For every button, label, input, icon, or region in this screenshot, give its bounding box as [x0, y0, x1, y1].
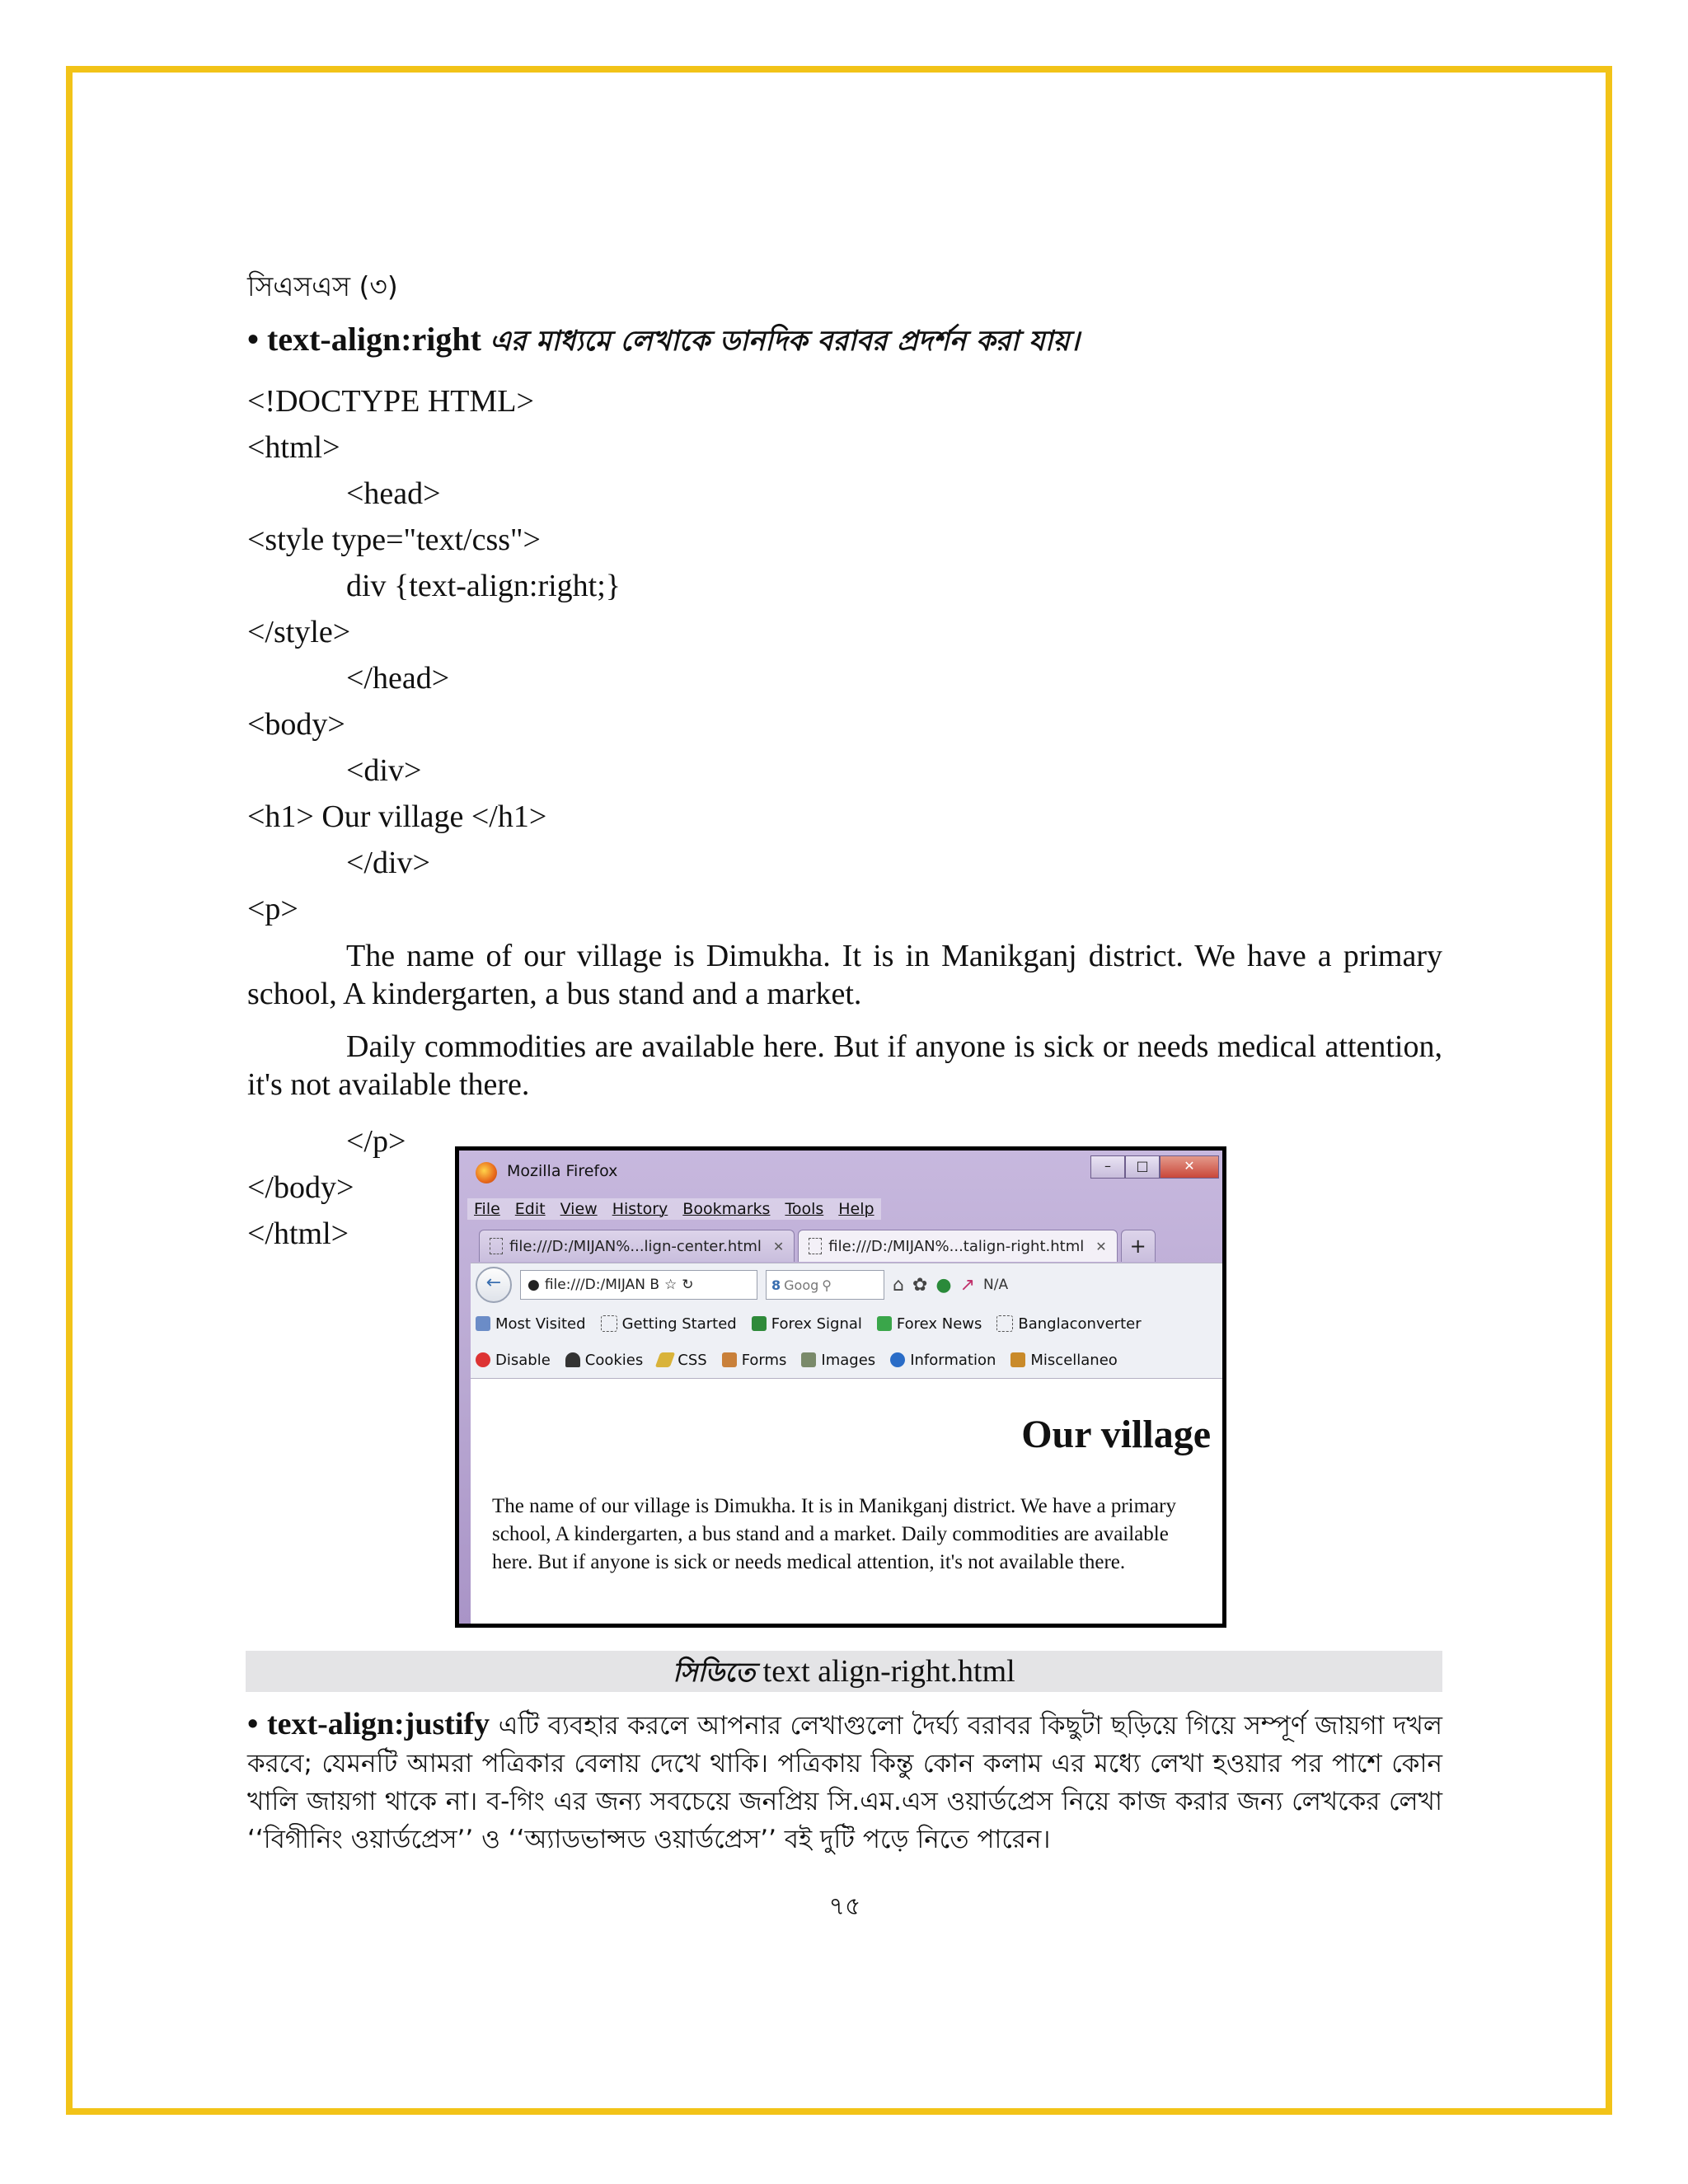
disable-icon — [476, 1352, 490, 1367]
tab-align-center[interactable] — [479, 1230, 795, 1262]
search-icon[interactable]: ⚲ — [822, 1277, 832, 1293]
justify-bullet: • — [247, 1707, 259, 1741]
tab-align-right[interactable] — [798, 1230, 1117, 1262]
caption-file: text align-right.html — [762, 1654, 1015, 1689]
globe-icon: ● — [528, 1277, 540, 1293]
bookmark-banglaconverter[interactable] — [996, 1315, 1141, 1333]
navigation-bar — [471, 1263, 1222, 1306]
bookmark-label: Most Visited — [495, 1315, 586, 1333]
toolbar-label: Cookies — [584, 1351, 644, 1369]
code-html-open: <html> — [247, 430, 340, 465]
justify-text: এটি ব্যবহার করলে আপনার লেখাগুলো দৈর্ঘ্য বরাবর কিছুটা ছড়িয়ে গিয়ে সম্পূর্ণ জায়গা দখল করবে; যেমনটি আমরা পত্রিকার বেলায় দেখে থাকি। পত্রিকায় কিন্তু কোন কলাম এর মধ্যে লেখা হওয়ার পর পাশে কোন খালি জায়গা থাকে না। ব-গিং এর জন্য সবচেয়ে জনপ্রিয় সি.এম.এস ওয়ার্ডপ্রেস নিয়ে কাজ করার জন্য লেখকের লেখা ‘‘বিগীনিং ওয়ার্ডপ্রেস’’ ও ‘‘অ্যাডভান্সড ওয়ার্ডপ্রেস’’ বই দুটি পড়ে নিতে পারেন। — [247, 1711, 1443, 1854]
user-icon — [565, 1352, 580, 1367]
code-h1-line: <h1> Our village </h1> — [247, 799, 547, 834]
bookmark-label: Getting Started — [621, 1315, 737, 1333]
search-placeholder: Goog — [784, 1277, 819, 1293]
maximize-button[interactable]: □ — [1125, 1155, 1160, 1179]
close-window-button[interactable]: ✕ — [1160, 1155, 1219, 1179]
menu-bookmarks[interactable]: Bookmarks — [682, 1200, 771, 1218]
globe-addon-icon[interactable]: ● — [935, 1274, 952, 1296]
nav-extra-label: N/A — [983, 1277, 1009, 1293]
code-paragraph-1: The name of our village is Dimukha. It is in Manikganj district. We have a primary school, A kindergarten, a bus stand and a market. — [247, 939, 1442, 1011]
menu-cookies[interactable] — [565, 1352, 643, 1369]
url-text: file:///D:/MIJAN B — [544, 1277, 659, 1293]
code-tail — [247, 1118, 1443, 1921]
search-box[interactable] — [766, 1270, 884, 1300]
code-div-open: <div> — [346, 753, 422, 788]
toolbar-label: Images — [821, 1351, 876, 1369]
page-icon — [996, 1315, 1013, 1332]
code-style-open: <style type="text/css"> — [247, 523, 541, 557]
intro-text: এর মাধ্যমে লেখাকে ডানদিক বরাবর প্রদর্শন করা যায়। — [489, 325, 1080, 358]
web-developer-toolbar — [471, 1342, 1222, 1379]
menu-information[interactable] — [890, 1352, 996, 1369]
reload-icon[interactable]: ↻ — [682, 1277, 694, 1293]
menu-images[interactable] — [801, 1352, 875, 1369]
title-bar — [459, 1151, 1222, 1190]
code-body-open: <body> — [247, 707, 345, 742]
menu-history[interactable]: History — [612, 1200, 668, 1218]
new-tab-button[interactable]: + — [1121, 1230, 1156, 1262]
bookmark-label: Forex Signal — [771, 1315, 862, 1333]
menu-edit[interactable]: Edit — [514, 1200, 546, 1218]
code-head-open: <head> — [346, 476, 441, 511]
addon-icon[interactable]: ✿ — [912, 1274, 928, 1296]
rendered-heading: Our village — [1021, 1413, 1211, 1456]
star-icon[interactable]: ☆ — [664, 1277, 678, 1293]
back-button[interactable]: ← — [476, 1267, 512, 1303]
intro-term: text-align:right — [267, 321, 481, 358]
bookmark-label: Forex News — [896, 1315, 982, 1333]
rendered-paragraph: The name of our village is Dimukha. It is in Manikganj district. We have a primary school, A kindergarten, a bus stand and a market. Daily commodities are available here. But if anyone is sick or needs medical attention, it's not available there. — [492, 1495, 1176, 1573]
bookmark-getting-started[interactable] — [601, 1315, 737, 1333]
code-listing — [247, 378, 1442, 932]
page-icon — [809, 1238, 822, 1254]
tab-label: file:///D:/MIJAN%...talign-right.html — [828, 1237, 1085, 1255]
close-tab-icon[interactable]: ✕ — [772, 1238, 785, 1254]
menu-view[interactable]: View — [560, 1200, 598, 1218]
code-div-close: </div> — [346, 846, 430, 880]
intro-line — [247, 320, 1442, 367]
close-tab-icon[interactable]: ✕ — [1095, 1238, 1107, 1254]
page-viewport — [471, 1379, 1222, 1624]
window-title: Mozilla Firefox — [507, 1162, 618, 1180]
page-content — [247, 265, 1443, 1921]
menu-disable[interactable] — [476, 1352, 551, 1369]
code-html-close: </html> — [247, 1216, 349, 1251]
toolbar-label: Information — [910, 1351, 996, 1369]
bookmark-forex-news[interactable] — [877, 1315, 982, 1333]
tab-label: file:///D:/MIJAN%...lign-center.html — [509, 1237, 762, 1255]
tab-strip — [479, 1230, 1156, 1262]
menu-tools[interactable]: Tools — [785, 1200, 824, 1218]
chart-addon-icon[interactable]: ↗ — [959, 1274, 976, 1296]
bookmark-most-visited[interactable] — [476, 1315, 586, 1333]
home-icon[interactable]: ⌂ — [893, 1274, 904, 1296]
menu-bar — [467, 1198, 881, 1220]
bookmark-forex-signal[interactable] — [752, 1315, 862, 1333]
clipboard-icon — [722, 1352, 737, 1367]
code-paragraph-2: Daily commodities are available here. But if anyone is sick or needs medical attention, it's not available there. — [247, 1029, 1442, 1102]
browser-window — [459, 1151, 1222, 1624]
figure-caption — [246, 1651, 1442, 1692]
bookmark-label: Banglaconverter — [1018, 1315, 1142, 1333]
justify-paragraph — [247, 1705, 1442, 1858]
toolbar-label: CSS — [678, 1351, 707, 1369]
most-visited-icon — [476, 1316, 490, 1331]
tree-icon — [752, 1316, 767, 1331]
code-rule: div {text-align:right;} — [346, 569, 621, 603]
toolbar-label: Forms — [741, 1351, 787, 1369]
google-icon: 8 — [771, 1277, 781, 1293]
menu-miscellaneous[interactable] — [1010, 1352, 1117, 1369]
pencil-icon — [655, 1352, 676, 1367]
justify-term: text-align:justify — [266, 1707, 490, 1741]
info-icon — [890, 1352, 905, 1367]
image-icon — [801, 1352, 816, 1367]
page-icon — [490, 1238, 503, 1254]
code-style-close: </style> — [247, 615, 351, 649]
minimize-button[interactable]: – — [1090, 1155, 1125, 1179]
page-number: ৭৫ — [828, 1892, 861, 1921]
caption-bn: সিডিতে — [673, 1657, 756, 1688]
section-header: সিএসএস (৩) — [247, 270, 398, 302]
menu-file[interactable]: File — [474, 1200, 500, 1218]
intro-bullet: • — [247, 321, 260, 358]
menu-help[interactable]: Help — [838, 1200, 874, 1218]
browser-screenshot — [455, 1146, 1226, 1628]
book-icon — [1010, 1352, 1025, 1367]
code-doctype: <!DOCTYPE HTML> — [247, 384, 534, 419]
chart-icon — [877, 1316, 892, 1331]
bookmarks-toolbar — [471, 1305, 1222, 1342]
code-p-open: <p> — [247, 892, 298, 926]
code-p-close: </p> — [346, 1124, 406, 1159]
code-head-close: </head> — [346, 661, 450, 696]
firefox-logo-icon — [476, 1162, 497, 1183]
code-body-close: </body> — [247, 1170, 354, 1205]
toolbar-label: Disable — [495, 1351, 551, 1369]
toolbar-label: Miscellaneo — [1030, 1351, 1118, 1369]
menu-forms[interactable] — [722, 1352, 787, 1369]
url-bar[interactable] — [520, 1270, 757, 1300]
page-icon — [601, 1315, 617, 1332]
menu-css[interactable] — [658, 1352, 706, 1369]
